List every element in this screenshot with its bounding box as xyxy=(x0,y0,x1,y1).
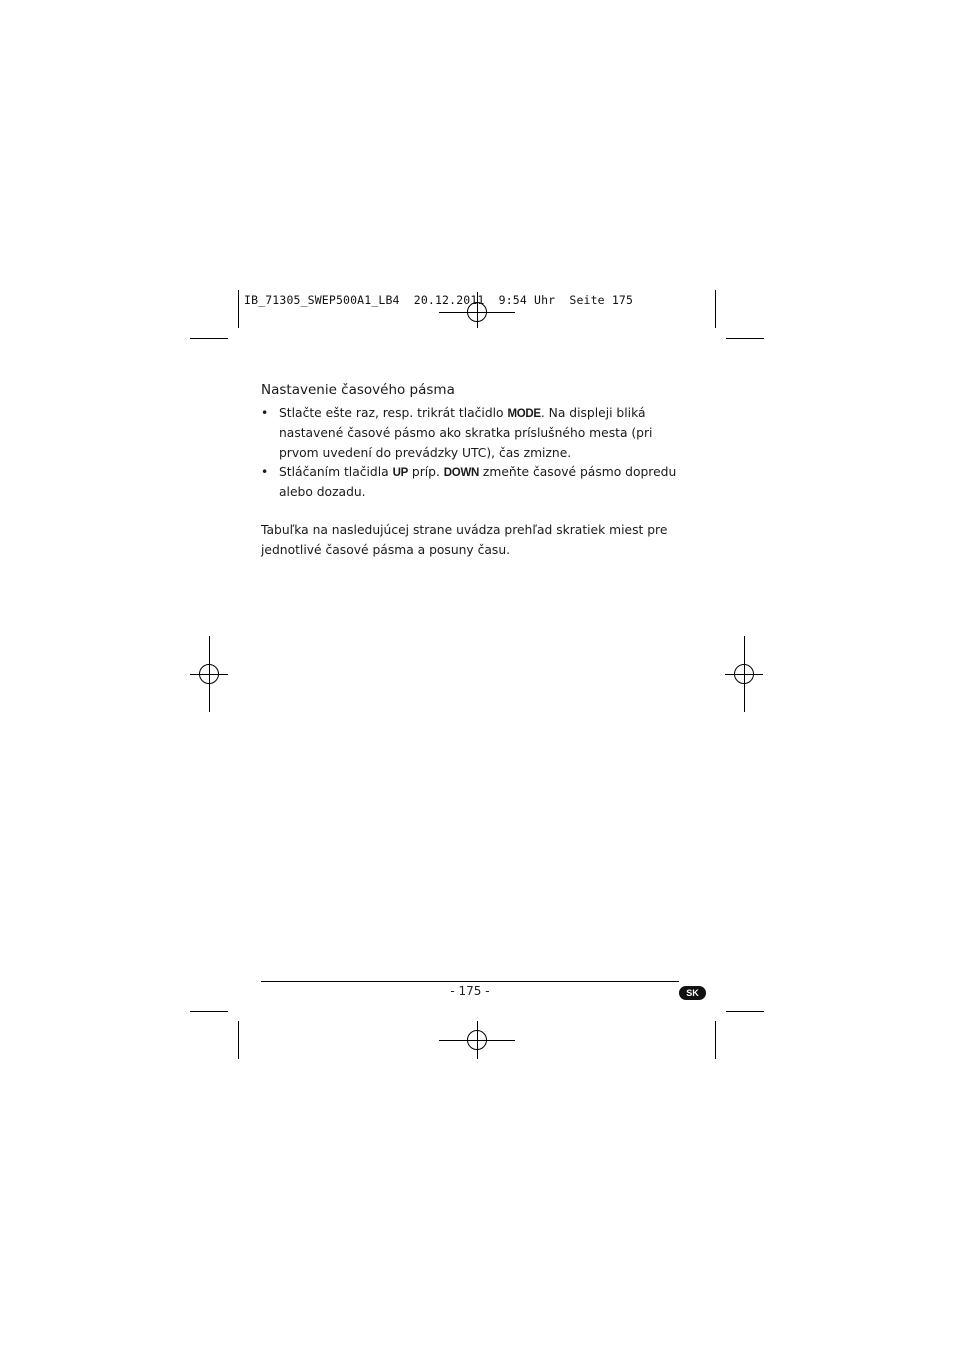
key-label-down: DOWN xyxy=(443,466,480,479)
crop-mark xyxy=(238,290,239,328)
text-segment: . Na displeji bliká nastavené časové pásmo ako skratka príslušného mesta (pri prvom uvedení do prevádzky UTC), čas zmizne. xyxy=(279,406,653,460)
text-segment: Stláčaním tlačidla xyxy=(279,464,393,479)
text-segment: zmeňte časové pásmo dopredu alebo dozadu. xyxy=(279,464,677,500)
crop-mark xyxy=(190,1011,228,1012)
crop-mark xyxy=(190,338,228,339)
section-heading: Nastavenie časového pásma xyxy=(261,382,455,398)
content-block xyxy=(261,380,681,573)
table-note-paragraph: Tabuľka na nasledujúcej strane uvádza prehľad skratiek miest pre jednotlivé časové pásma a posuny času. xyxy=(261,523,668,557)
registration-mark-v xyxy=(744,636,745,712)
registration-mark-v xyxy=(477,1021,478,1059)
instruction-list xyxy=(261,404,681,502)
bullet-glyph: • xyxy=(261,406,269,420)
crop-mark xyxy=(726,1011,764,1012)
key-label-up: UP xyxy=(392,466,408,479)
text-segment: Stlačte ešte raz, resp. trikrát tlačidlo xyxy=(279,406,508,420)
page-number: - 175 - xyxy=(450,984,490,998)
language-badge: SK xyxy=(679,986,706,1000)
text-segment: príp. xyxy=(407,464,444,479)
list-item xyxy=(261,404,681,463)
slug-line: IB_71305_SWEP500A1_LB4 20.12.2011 9:54 Uhr Seite 175 xyxy=(244,293,634,307)
registration-mark-v xyxy=(209,636,210,712)
crop-mark xyxy=(238,1021,239,1059)
crop-mark xyxy=(715,290,716,328)
footer-rule xyxy=(261,981,679,982)
crop-mark xyxy=(726,338,764,339)
bullet-glyph: • xyxy=(261,464,269,479)
crop-mark xyxy=(715,1021,716,1059)
key-label-mode: MODE xyxy=(507,408,541,420)
list-item xyxy=(261,463,681,503)
